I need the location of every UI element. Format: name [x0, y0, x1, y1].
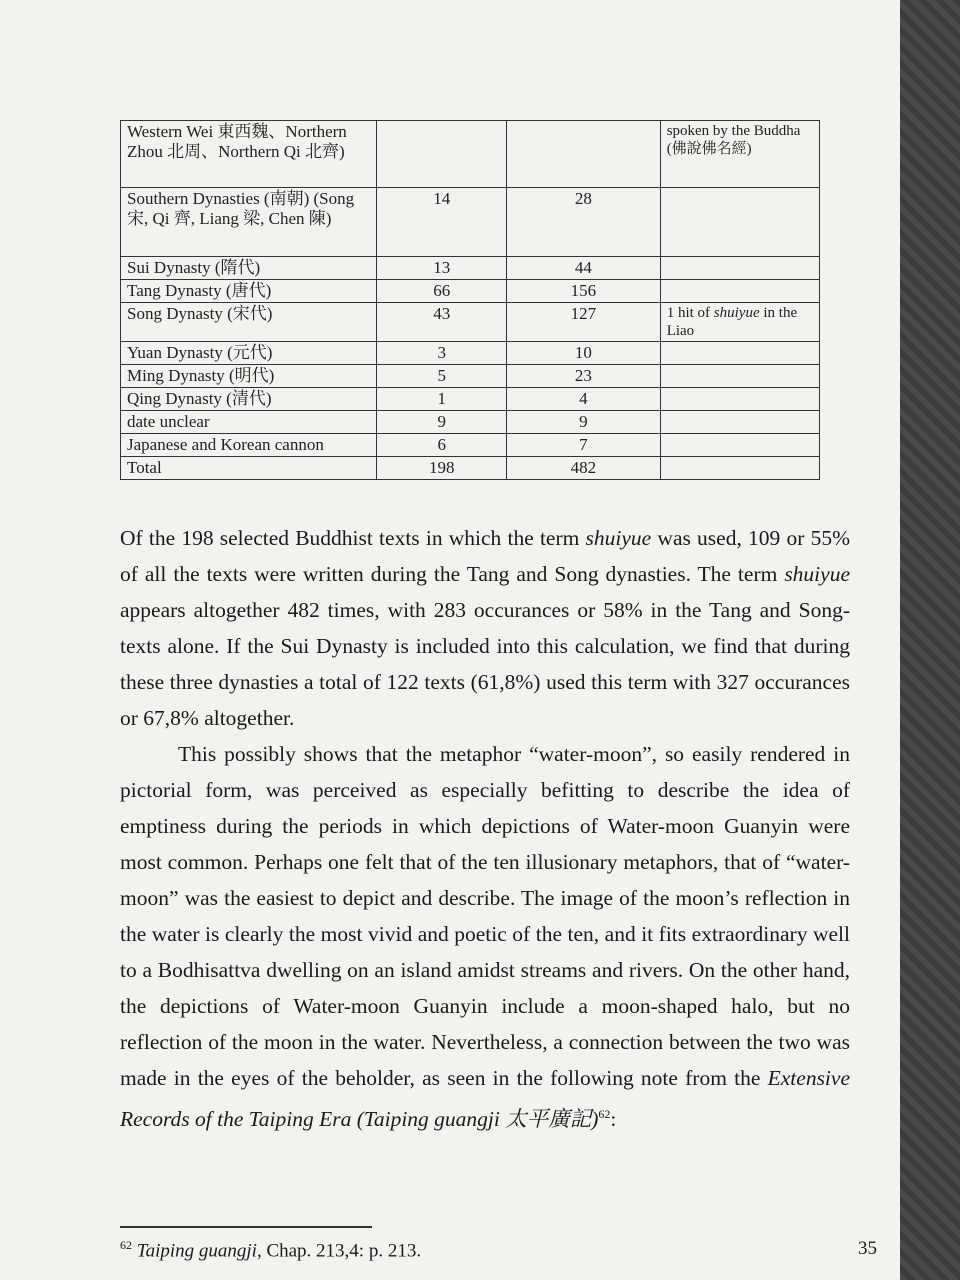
note-cell [660, 434, 819, 457]
occurrences-cell: 10 [507, 342, 661, 365]
text-run: This possibly shows that the metaphor “water-moon”, so easily rendered in pictorial form, was perceived as especially befitting to describe the idea of emptiness during the periods in which depictions of Water-moon Guanyin were most common. Perhaps one felt that of the ten illusionary metaphors, that of “water-moon” was the easiest to depict and describe. The image of the moon’s reflection in the water is clearly the most vivid and poetic of the ten, and it fits extraordinary well to a Bodhisattva dwelling on an island amidst streams and rivers. On the other hand, the depictions of Water-moon Guanyin include a moon-shaped halo, but no reflection of the moon in the water. Nevertheless, a connection between the two was made in the eyes of the beholder, as seen in the following note from the [120, 742, 850, 1090]
period-cell: Western Wei 東西魏、Northern Zhou 北周、Northern Qi 北齊) [121, 121, 377, 188]
text-run: appears altogether 482 times, with 283 occurances or 58% in the Tang and Song-texts alone. If the Sui Dynasty is included into this calculation, we find that during these three dynasties a total of 122 texts (61,8%) used this term with 327 occurances or 67,8% altogether. [120, 598, 850, 730]
footnote-reference[interactable]: 62 [598, 1107, 611, 1121]
footnote [120, 1238, 421, 1262]
song-note-cell [660, 303, 819, 342]
occurrences-cell [507, 121, 661, 188]
texts-cell: 198 [377, 457, 507, 480]
footnote-divider [120, 1226, 372, 1228]
texts-cell: 6 [377, 434, 507, 457]
texts-cell: 9 [377, 411, 507, 434]
text-run: : [610, 1107, 617, 1132]
texts-cell: 43 [377, 303, 507, 342]
note-cell [660, 365, 819, 388]
period-cell: Song Dynasty (宋代) [121, 303, 377, 342]
texts-cell: 13 [377, 257, 507, 280]
period-cell: Sui Dynasty (隋代) [121, 257, 377, 280]
note-cell [660, 257, 819, 280]
period-cell: Total [121, 457, 377, 480]
note-text: in the Liao [666, 305, 798, 339]
note-cell [660, 388, 819, 411]
note-cell [660, 411, 819, 434]
note-cell [660, 188, 819, 257]
note-term: shuiyue [713, 305, 760, 321]
note-cell [660, 280, 819, 303]
italic-term: shuiyue [585, 526, 652, 550]
text-run: was used, 109 or 55% of all the texts were written during the Tang and Song dynasties. The term [120, 526, 850, 586]
paragraph [120, 736, 850, 1137]
period-cell: Japanese and Korean cannon [121, 434, 377, 457]
occurrences-cell: 4 [507, 388, 661, 411]
period-cell: Ming Dynasty (明代) [121, 365, 377, 388]
period-cell: Yuan Dynasty (元代) [121, 342, 377, 365]
italic-term: shuiyue [784, 562, 850, 586]
table-row [121, 434, 820, 457]
footnote-text: , Chap. 213,4: p. 213. [256, 1240, 422, 1262]
table-row [121, 257, 820, 280]
italic-title: Extensive Records of the Taiping Era (Taiping guangji 太平廣記) [120, 1066, 850, 1132]
table-row [121, 411, 820, 434]
note-cell [660, 457, 819, 480]
occurrences-cell: 156 [507, 280, 661, 303]
table-row [121, 342, 820, 365]
texts-cell: 5 [377, 365, 507, 388]
paragraph [120, 520, 850, 736]
table-row [121, 365, 820, 388]
occurrences-cell: 28 [507, 188, 661, 257]
text-run: Of the 198 selected Buddhist texts in which the term [120, 526, 586, 550]
period-cell: Southern Dynasties (南朝) (Song 宋, Qi 齊, Liang 梁, Chen 陳) [121, 188, 377, 257]
texts-cell [377, 121, 507, 188]
table-row [121, 457, 820, 480]
page-number: 35 [858, 1238, 877, 1259]
period-cell: Qing Dynasty (清代) [121, 388, 377, 411]
texts-cell: 14 [377, 188, 507, 257]
table-row [121, 303, 820, 342]
table-row [121, 388, 820, 411]
footnote-mark: 62 [120, 1238, 132, 1252]
footnote-title: Taiping guangji [136, 1240, 257, 1262]
texts-cell: 66 [377, 280, 507, 303]
dynasty-table [120, 120, 820, 480]
occurrences-cell: 44 [507, 257, 661, 280]
occurrences-cell: 127 [507, 303, 661, 342]
note-cell [660, 342, 819, 365]
period-cell: date unclear [121, 411, 377, 434]
note-cell: spoken by the Buddha (佛說佛名經) [660, 121, 819, 188]
occurrences-cell: 7 [507, 434, 661, 457]
table-row [121, 121, 820, 188]
table-row [121, 280, 820, 303]
occurrences-cell: 23 [507, 365, 661, 388]
texts-cell: 3 [377, 342, 507, 365]
occurrences-cell: 482 [507, 457, 661, 480]
period-cell: Tang Dynasty (唐代) [121, 280, 377, 303]
table-row [121, 188, 820, 257]
occurrences-cell: 9 [507, 411, 661, 434]
note-text: 1 hit of [666, 305, 714, 321]
body-text [120, 520, 850, 1137]
texts-cell: 1 [377, 388, 507, 411]
